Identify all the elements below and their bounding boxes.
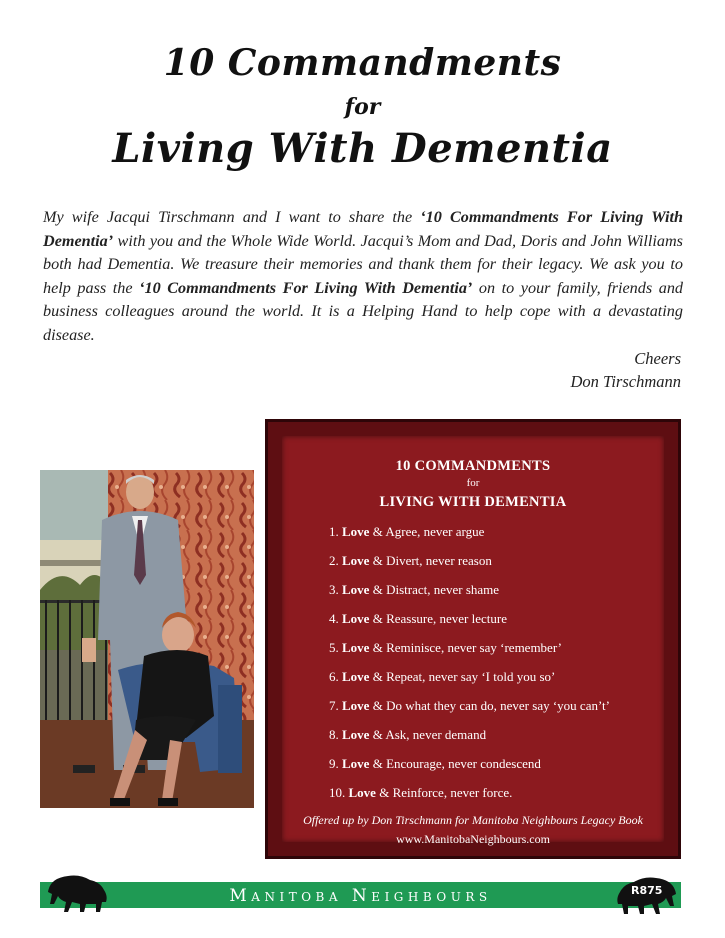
intro-text-2: with you and the Whole Wide World. Jacqui’s Mom and Dad, Doris and John Williams both had Dementia. We treasure their memories and thank them for their legacy. We ask you to help pass the [43,231,683,297]
intro-text-3: on to your family, friends and business colleagues around the world. It is a Helping Hand to help cope with a devastating disease. [43,278,684,344]
intro-text-1: My wife Jacqui Tirschmann and I want to share the [43,208,421,226]
commandment-item [329,640,610,669]
commandment-love: Love [342,669,370,684]
commandment-item [329,785,610,814]
commandments-list [329,524,610,814]
commandment-number: 5. [329,640,339,655]
commandment-number: 8. [329,727,339,742]
commandment-item [329,611,610,640]
commandment-item [329,698,610,727]
commandment-love: Love [342,524,370,539]
panel-website: www.ManitobaNeighbours.com [396,832,550,846]
commandment-text: & Encourage, never condescend [372,756,541,771]
page-title-line3: Living With Dementia [112,125,613,172]
commandment-love: Love [348,785,376,800]
bison-left-icon [44,872,110,914]
footer-band [40,882,681,908]
commandment-number: 2. [329,553,339,568]
signoff [571,347,681,393]
page-code: R875 [631,884,663,897]
commandment-text: & Reassure, never lecture [372,611,507,626]
commandment-item [329,727,610,756]
intro-paragraph [43,206,683,347]
commandments-panel [265,419,681,859]
panel-subheading: LIVING WITH DEMENTIA [379,494,567,510]
commandments-panel-inner [282,436,664,846]
couple-photo [40,470,254,808]
page-title-line2: for [344,94,381,120]
commandment-love: Love [342,727,370,742]
commandment-item [329,756,610,785]
commandment-number: 7. [329,698,339,713]
signoff-greeting: Cheers [634,349,681,368]
commandment-text: & Repeat, never say ‘I told you so’ [372,669,556,684]
commandment-number: 1. [329,524,339,539]
commandment-love: Love [342,640,370,655]
panel-credit: Offered up by Don Tirschmann for Manitoba Neighbours Legacy Book [303,813,643,827]
commandment-text: & Divert, never reason [372,553,492,568]
signoff-name: Don Tirschmann [570,372,681,391]
commandment-love: Love [342,611,370,626]
commandment-love: Love [342,582,370,597]
commandment-number: 3. [329,582,339,597]
commandment-number: 4. [329,611,339,626]
footer-brand: Manitoba Neighbours [229,886,492,906]
commandment-love: Love [342,756,370,771]
commandment-number: 6. [329,669,339,684]
commandment-love: Love [342,698,370,713]
commandment-text: & Reminisce, never say ‘remember’ [372,640,562,655]
intro-bold-2: ‘10 Commandments For Living With Dementia’ [139,278,473,297]
commandment-number: 9. [329,756,339,771]
commandment-text: & Reinforce, never force. [379,785,513,800]
commandment-text: & Ask, never demand [372,727,487,742]
intro-bold-1: ‘10 Commandments For Living With Dementia’ [43,208,684,250]
commandment-item [329,553,610,582]
commandment-text: & Distract, never shame [372,582,500,597]
commandment-item [329,582,610,611]
page-title-line1: 10 Commandments [163,42,562,84]
commandment-love: Love [342,553,370,568]
panel-heading-for: for [466,477,480,489]
panel-heading: 10 COMMANDMENTS [395,458,551,474]
commandment-text: & Do what they can do, never say ‘you can’t’ [372,698,610,713]
commandment-number: 10. [329,785,346,800]
commandment-item [329,524,610,553]
commandment-text: & Agree, never argue [372,524,485,539]
commandment-item [329,669,610,698]
